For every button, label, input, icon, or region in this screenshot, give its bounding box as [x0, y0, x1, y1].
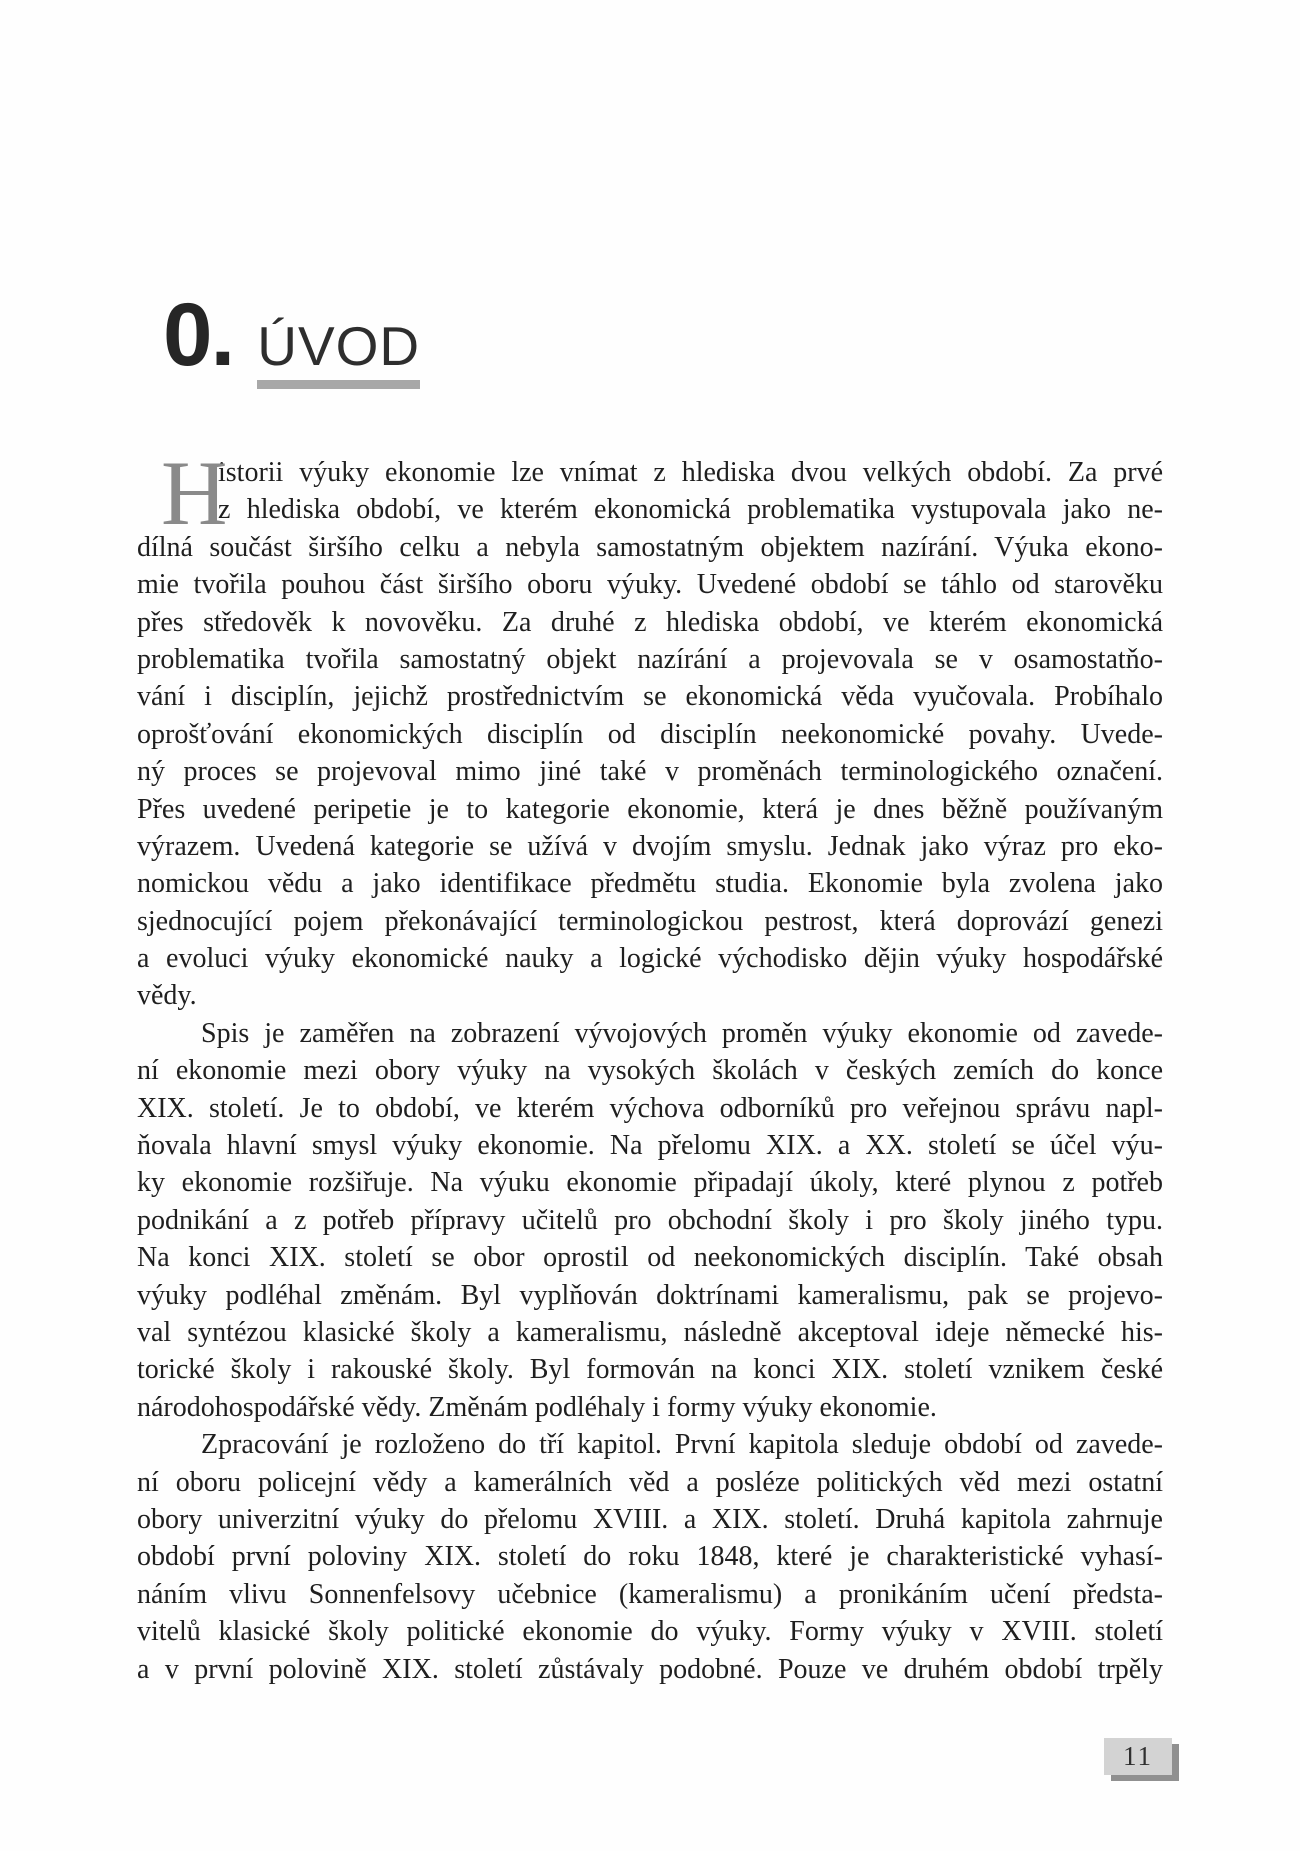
body-paragraph: [137, 1426, 1163, 1688]
text-line: Spis je zaměřen na zobrazení vývojových proměn výuky ekonomie od zavede-: [201, 1017, 1163, 1049]
text-line: z hlediska období, ve kterém ekonomická problematika vystupovala jako ne-: [218, 494, 1163, 526]
chapter-heading: [163, 284, 421, 389]
text-line: torické školy i rakouské školy. Byl formován na konci XIX. století vznikem české: [137, 1354, 1163, 1386]
text-line: výrazem. Uvedená kategorie se užívá v dvojím smyslu. Jednak jako výraz pro eko-: [137, 830, 1163, 862]
text-line: národohospodářské vědy. Změnám podléhaly i formy výuky ekonomie.: [137, 1391, 937, 1423]
drop-cap: H: [161, 442, 228, 544]
page-number-badge: [1104, 1738, 1172, 1775]
text-line: problematika tvořila samostatný objekt nazírání a projevovala se v osamostatňo-: [137, 643, 1163, 675]
text-line: a v první polovině XIX. století zůstávaly podobné. Pouze ve druhém období trpěly: [137, 1653, 1163, 1685]
text-line: ňovala hlavní smysl výuky ekonomie. Na přelomu XIX. a XX. století se účel výu-: [137, 1130, 1163, 1162]
text-line: náním vlivu Sonnenfelsovy učebnice (kameralismu) a pronikáním učení předsta-: [137, 1578, 1163, 1610]
body-paragraph: [137, 1015, 1163, 1426]
body-text: [137, 442, 1163, 1688]
text-line: val syntézou klasické školy a kameralismu, následně akceptoval ideje německé his-: [137, 1316, 1163, 1348]
chapter-number: 0.: [163, 284, 234, 384]
title-underline-bar: [257, 380, 420, 389]
text-line: období první poloviny XIX. století do roku 1848, které je charakteristické vyhasí-: [137, 1541, 1163, 1573]
chapter-title-wrap: [257, 317, 420, 389]
text-line: a evoluci výuky ekonomické nauky a logické východisko dějin výuky hospodářské: [137, 943, 1163, 975]
text-line: ky ekonomie rozšiřuje. Na výuku ekonomie připadají úkoly, které plynou z potřeb: [137, 1167, 1163, 1199]
text-line: obory univerzitní výuky do přelomu XVIII. a XIX. století. Druhá kapitola zahrnuje: [137, 1503, 1163, 1535]
body-paragraph: [137, 442, 1163, 1015]
page-number: 11: [1123, 1741, 1153, 1771]
text-line: vání i disciplín, jejichž prostřednictvím se ekonomická věda vyučovala. Probíhalo: [137, 681, 1163, 713]
text-line: XIX. století. Je to období, ve kterém výchova odborníků pro veřejnou správu napl-: [137, 1092, 1163, 1124]
text-line: oprošťování ekonomických disciplín od disciplín neekonomické povahy. Uvede-: [137, 718, 1163, 750]
text-line: Přes uvedené peripetie je to kategorie ekonomie, která je dnes běžně používaným: [137, 793, 1163, 825]
text-line: sjednocující pojem překonávající terminologickou pestrost, která doprovází genezi: [137, 905, 1163, 937]
text-line: nomickou vědu a jako identifikace předmětu studia. Ekonomie byla zvolena jako: [137, 868, 1163, 900]
text-line: výuky podléhal změnám. Byl vyplňován doktrínami kameralismu, pak se projevo-: [137, 1279, 1163, 1311]
text-line: mie tvořila pouhou část širšího oboru výuky. Uvedené období se táhlo od starověku: [137, 569, 1163, 601]
text-line: ní ekonomie mezi obory výuky na vysokých školách v českých zemích do konce: [137, 1055, 1163, 1087]
text-line: přes středověk k novověku. Za druhé z hlediska období, ve kterém ekonomická: [137, 606, 1163, 638]
chapter-title: ÚVOD: [257, 315, 421, 377]
text-line: ný proces se projevoval mimo jiné také v proměnách terminologického označení.: [137, 756, 1163, 788]
text-line: vědy.: [137, 980, 197, 1012]
text-line: istorii výuky ekonomie lze vnímat z hlediska dvou velkých období. Za prvé: [218, 457, 1163, 488]
text-line: Zpracování je rozloženo do tří kapitol. První kapitola sleduje období od zavede-: [201, 1429, 1163, 1461]
text-line: ní oboru policejní vědy a kamerálních věd a posléze politických věd mezi ostatní: [137, 1466, 1163, 1498]
text-line: dílná součást širšího celku a nebyla samostatným objektem nazírání. Výuka ekono-: [137, 531, 1163, 563]
text-line: podnikání a z potřeb přípravy učitelů pro obchodní školy i pro školy jiného typu.: [137, 1204, 1163, 1236]
text-line: vitelů klasické školy politické ekonomie do výuky. Formy výuky v XVIII. století: [137, 1616, 1163, 1648]
text-line: Na konci XIX. století se obor oprostil od neekonomických disciplín. Také obsah: [137, 1242, 1163, 1274]
